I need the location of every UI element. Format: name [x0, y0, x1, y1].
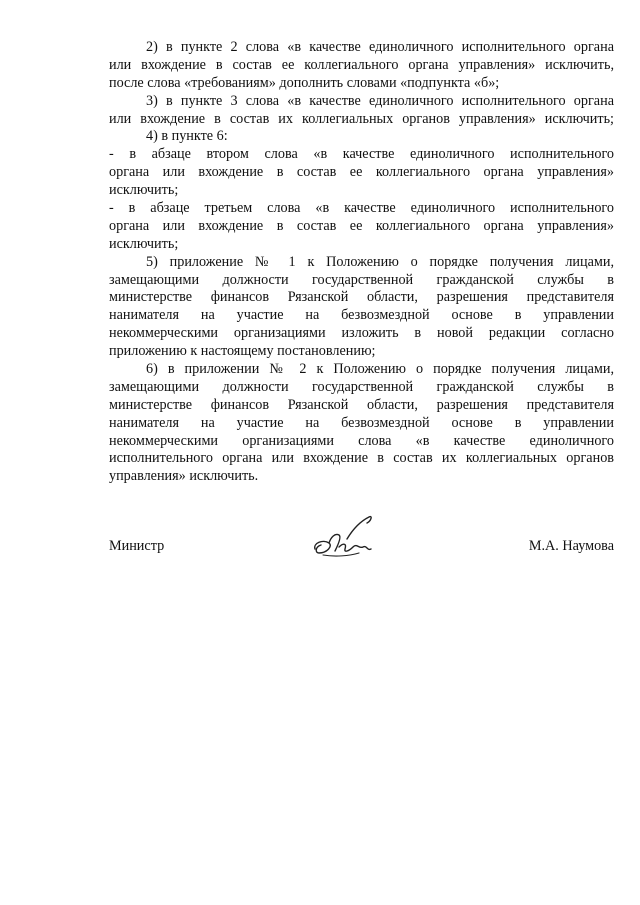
text-line: 6) в приложении № 2 к Положению о порядке получения лицами, — [146, 361, 614, 378]
text-line: замещающими должности государственной гражданской службы в — [109, 271, 614, 288]
text-line: исключить; — [109, 235, 179, 252]
text-line: или вхождение в состав их коллегиальных органов управления» исключить; — [109, 110, 614, 127]
text-line: министерстве финансов Рязанской области, разрешения представителя — [109, 289, 614, 306]
text-line: - в абзаце втором слова «в качестве единоличного исполнительного — [109, 146, 614, 163]
text-line: некоммерческими организациями изложить в новой редакции согласно — [109, 325, 614, 342]
text-line: нанимателя на участие на безвозмездной основе в управлении — [109, 414, 614, 431]
text-line: 5) приложение № 1 к Положению о порядке получения лицами, — [146, 253, 614, 270]
text-line: министерстве финансов Рязанской области, разрешения представителя — [109, 396, 614, 413]
text-line: нанимателя на участие на безвозмездной основе в управлении — [109, 307, 614, 324]
document-body — [109, 39, 614, 486]
text-line: органа или вхождение в состав ее коллегиального органа управления» — [109, 217, 614, 234]
text-line: исполнительного органа или вхождение в состав их коллегиальных органов — [109, 450, 614, 467]
text-line: приложению к настоящему постановлению; — [109, 343, 376, 360]
signature-block — [109, 538, 614, 568]
text-line: 2) в пункте 2 слова «в качестве единоличного исполнительного органа — [146, 39, 614, 55]
text-line: после слова «требованиям» дополнить словами «подпункта «б»; — [109, 74, 500, 91]
text-line: 4) в пункте 6: — [146, 128, 228, 145]
text-line: - в абзаце третьем слова «в качестве единоличного исполнительного — [109, 200, 614, 217]
text-line: органа или вхождение в состав ее коллегиального органа управления» — [109, 164, 614, 181]
text-line: исключить; — [109, 182, 179, 199]
text-line: замещающими должности государственной гражданской службы в — [109, 378, 614, 395]
handwritten-signature — [309, 513, 379, 563]
signatory-title: Министр — [109, 538, 165, 554]
text-line: управления» исключить. — [109, 468, 259, 485]
text-line: некоммерческими организациями слова «в качестве единоличного — [109, 432, 614, 449]
text-line: или вхождение в состав ее коллегиального органа управления» исключить, — [109, 56, 614, 73]
signatory-name: М.А. Наумова — [528, 538, 614, 554]
text-line: 3) в пункте 3 слова «в качестве единоличного исполнительного органа — [146, 92, 614, 109]
